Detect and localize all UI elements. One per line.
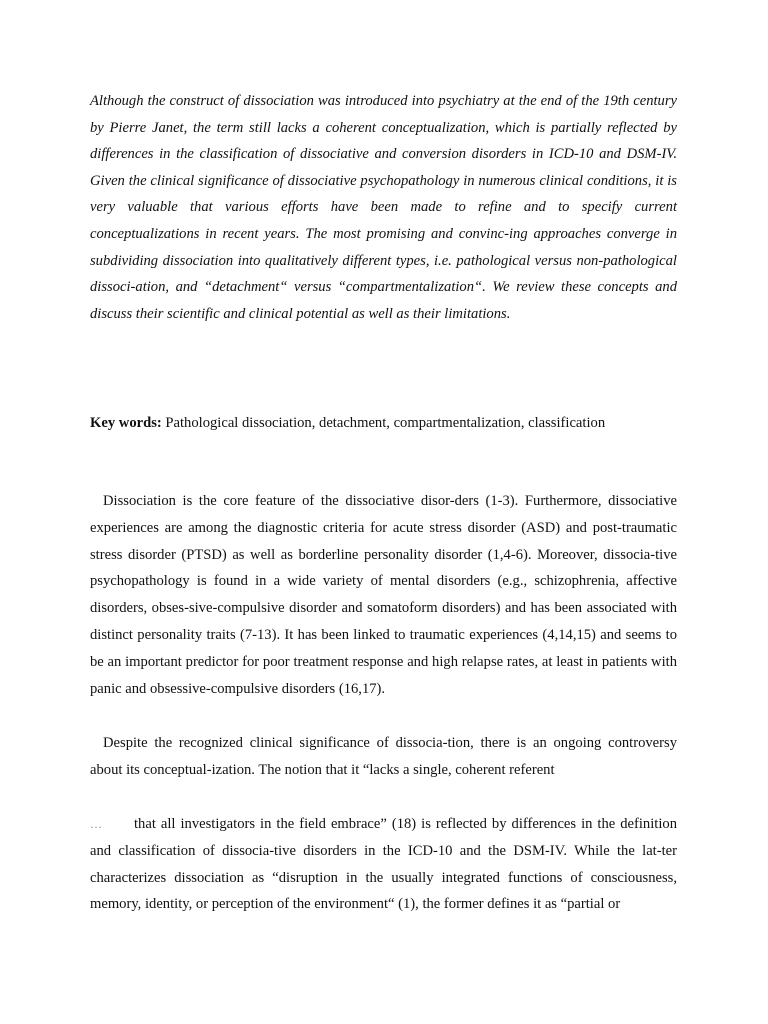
ellipsis-mark: … <box>90 817 102 831</box>
abstract-text: Although the construct of dissociation was introduced into psychiatry at the end of the 19th century by Pierre Janet, the term still lacks a coherent conceptualization, which is partially reflected by differences in the classification of dissociative and conversion disorders in ICD-10 and DSM-IV. Given the clinical significance of dissociative psychopathology in numerous clinical conditions, it is very valuable that various efforts have been made to refine and to specify current conceptualizations in recent years. The most promising and convinc-ing approaches converge in subdividing dissociation into qualitatively different types, i.e. pathological versus non-pathological dissoci-ation, and “detachment“ versus “compartmentalization“. <box>90 93 677 296</box>
keywords-text: Pathological dissociation, detachment, compartmentalization, classification <box>165 415 606 431</box>
keywords-label: Key words: <box>90 415 162 431</box>
body-paragraph-2: Despite the recognized clinical significance of dissocia-tion, there is an ongoing controversy about its conceptual-ization. The notion that it “lacks a single, coherent referent <box>90 735 677 778</box>
keywords <box>90 410 677 436</box>
body-paragraph-3-text: that all investigators in the field embrace” (18) is reflected by differences in the definition and classification of dissocia-tive disorders in the ICD-10 and the DSM-IV. While the lat-ter characterizes dissociation as “disruption in the usually integrated functions of consciousness, memory, identity, or perception of the environment“ (1), the former defines it as “partial or <box>90 816 677 913</box>
abstract <box>90 88 677 327</box>
body-paragraph-3 <box>90 811 677 918</box>
abstract-tail: We review these concepts and discuss their scientific and clinical potential as well as their limitations. <box>90 279 677 322</box>
body-paragraph-1: Dissociation is the core feature of the dissociative disor-ders (1-3). Furthermore, dissociative experiences are among the diagnostic criteria for acute stress disorder (ASD) and post-traumatic stress disorder (PTSD) as well as borderline personality disorder (1,4-6). Moreover, dissocia-tive psychopathology is found in a wide variety of mental disorders (e.g., schizophrenia, affective disorders, obses-sive-compulsive disorder and somatoform disorders) and has been associated with distinct personality traits (7-13). It has been linked to traumatic experiences (4,14,15) and seems to be an important predictor for poor treatment response and high relapse rates, at least in patients with panic and obsessive-compulsive disorders (16,17). <box>90 493 677 697</box>
document-page <box>90 88 677 913</box>
